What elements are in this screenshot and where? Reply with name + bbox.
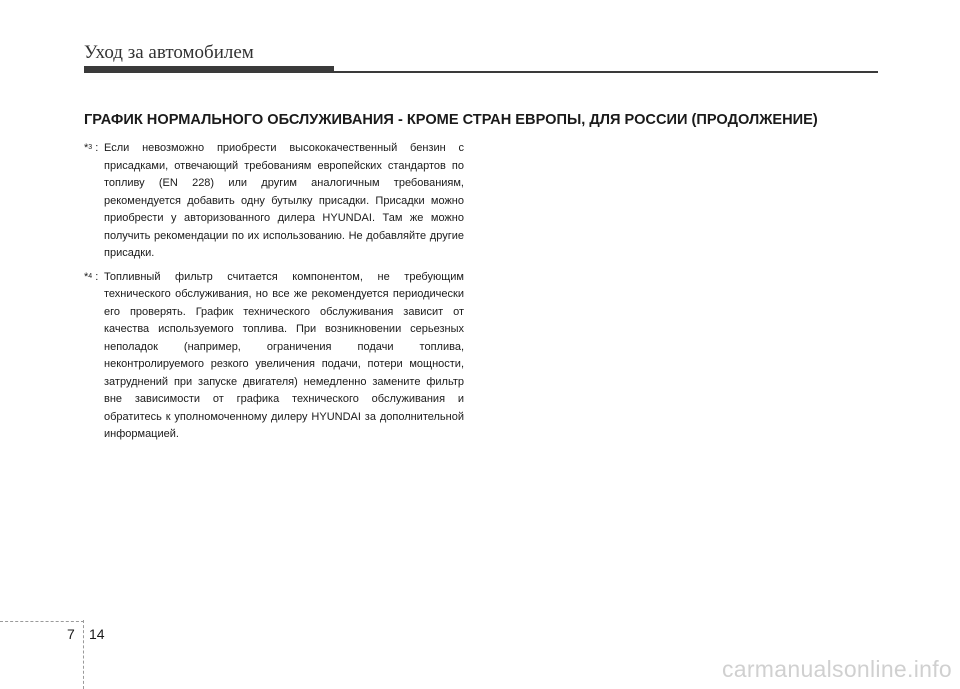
note-star: * xyxy=(84,142,89,154)
section-heading: ГРАФИК НОРМАЛЬНОГО ОБСЛУЖИВАНИЯ - КРОМЕ СТРАН ЕВРОПЫ, ДЛЯ РОССИИ (ПРОДОЛЖЕНИЕ) xyxy=(84,112,818,128)
note-number: 3 xyxy=(88,144,93,151)
header-rule-thick xyxy=(84,66,334,73)
note-item xyxy=(84,269,464,444)
header-rule-thin xyxy=(334,71,878,73)
note-separator: : xyxy=(95,142,99,154)
note-marker xyxy=(84,269,98,287)
footer-divider-horizontal xyxy=(0,621,84,622)
page-number: 14 xyxy=(89,626,105,642)
note-marker xyxy=(84,140,98,158)
note-item xyxy=(84,140,464,263)
note-separator: : xyxy=(95,270,99,283)
notes-list xyxy=(84,140,464,450)
note-text: Топливный фильтр считается компонентом, не требующим технического обслуживания, но все же рекомендуется периодически его проверять. График технического обслуживания зависит от качества используемого топлива. При возникновении серьезных неполадок (например, ограничения подачи топлива, неконтролируемого резкого увеличения подачи, потери мощности, затруднений при запуске двигателя) немедленно замените фильтр вне зависимости от графика технического обслуживания и обратитесь к уполномоченному дилеру HYUNDAI за дополнительной информацией. xyxy=(104,270,464,440)
footer-divider-vertical xyxy=(83,620,84,689)
chapter-number: 7 xyxy=(67,626,75,642)
note-star: * xyxy=(84,270,89,283)
note-text: Если невозможно приобрести высококачественный бензин с присадками, отвечающий требованиям европейских стандартов по топливу (EN 228) или другим аналогичным требованиям, рекомендуется добавить одну бутылку присадки. Присадки можно приобрести у авторизованного дилера HYUNDAI. Там же можно получить рекомендации по их использованию. Не добавляйте другие присадки. xyxy=(104,142,464,259)
watermark: carmanualsonline.info xyxy=(721,656,952,682)
chapter-title: Уход за автомобилем xyxy=(84,42,254,63)
note-number: 4 xyxy=(88,272,93,280)
